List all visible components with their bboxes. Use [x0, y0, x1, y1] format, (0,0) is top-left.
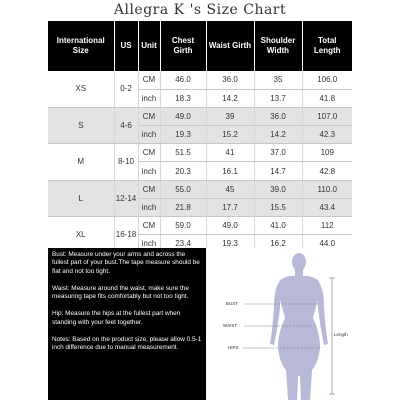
- table-row: [48, 180, 352, 198]
- figure-body: [278, 276, 320, 400]
- value-cell: 41.0: [254, 217, 302, 235]
- value-cell: 36.0: [254, 107, 302, 125]
- figure-head: [292, 253, 306, 271]
- unit-cell: CM: [138, 144, 160, 162]
- hip-note: Hip: Measure the hips at the fullest part when standing with your feet together.: [52, 310, 181, 326]
- header-international-size: International Size: [48, 21, 114, 71]
- table-row: [48, 107, 352, 125]
- body-measurement-figure: [206, 248, 352, 400]
- value-cell: 16.1: [206, 162, 254, 180]
- table-header-row: [48, 21, 352, 71]
- value-cell: 109: [302, 144, 352, 162]
- unit-cell: CM: [138, 71, 160, 89]
- waist-note: Waist: Measure around the waist, make sure the measuring tape fits comfortably but not too tight.: [52, 284, 189, 301]
- size-cell: XL: [48, 217, 114, 253]
- value-cell: 51.5: [160, 144, 206, 162]
- size-cell: S: [48, 107, 114, 143]
- header-chest-girth: Chest Girth: [160, 21, 206, 71]
- value-cell: 44.0: [302, 235, 352, 253]
- header-shoulder-width: Shoulder Width: [254, 21, 302, 71]
- value-cell: 106.0: [302, 71, 352, 89]
- figure-neck: [295, 269, 303, 276]
- header-waist-girth: Waist Girth: [206, 21, 254, 71]
- page-title: Allegra K 's Size Chart: [113, 2, 287, 18]
- header-total-length: Total Length: [302, 21, 352, 71]
- unit-cell: inch: [138, 89, 160, 107]
- value-cell: 17.7: [206, 198, 254, 216]
- value-cell: 39: [206, 107, 254, 125]
- value-cell: 18.3: [160, 89, 206, 107]
- value-cell: 13.7: [254, 89, 302, 107]
- value-cell: 42.8: [302, 162, 352, 180]
- value-cell: 59.0: [160, 217, 206, 235]
- value-cell: 14.2: [254, 126, 302, 144]
- value-cell: 15.2: [206, 126, 254, 144]
- table-row: [48, 217, 352, 235]
- unit-cell: CM: [138, 180, 160, 198]
- value-cell: 14.7: [254, 162, 302, 180]
- value-cell: 23.4: [160, 235, 206, 253]
- bust-note: Bust: Measure under your arms and across the fullest part of your bust.The tape measure should be flat and not too tight.: [52, 251, 200, 275]
- figure-left-arm: [270, 281, 280, 345]
- header-us: US: [114, 21, 138, 71]
- value-cell: 41.8: [302, 89, 352, 107]
- value-cell: 41: [206, 144, 254, 162]
- us-size-cell: 12-14: [114, 180, 138, 216]
- us-size-cell: 16-18: [114, 217, 138, 253]
- value-cell: 45: [206, 180, 254, 198]
- value-cell: 43.4: [302, 198, 352, 216]
- length-label: Length: [334, 332, 348, 337]
- value-cell: 112: [302, 217, 352, 235]
- bust-label: BUST: [226, 301, 239, 306]
- figure-right-arm: [318, 281, 328, 345]
- general-note: Notes: Based on the product size, please allow 0.5-1 inch difference due to manual measurement.: [52, 336, 202, 352]
- unit-cell: inch: [138, 198, 160, 216]
- value-cell: 36.0: [206, 71, 254, 89]
- measurement-notes: [48, 248, 206, 400]
- unit-cell: CM: [138, 217, 160, 235]
- unit-cell: inch: [138, 235, 160, 253]
- table-row: [48, 144, 352, 162]
- value-cell: 55.0: [160, 180, 206, 198]
- value-cell: 46.0: [160, 71, 206, 89]
- value-cell: 37.0: [254, 144, 302, 162]
- value-cell: 35: [254, 71, 302, 89]
- table-row: [48, 71, 352, 89]
- size-cell: L: [48, 180, 114, 216]
- value-cell: 49.0: [206, 217, 254, 235]
- us-size-cell: 4-6: [114, 107, 138, 143]
- value-cell: 21.8: [160, 198, 206, 216]
- size-chart-table: [48, 21, 352, 253]
- value-cell: 110.0: [302, 180, 352, 198]
- value-cell: 19.3: [160, 126, 206, 144]
- value-cell: 14.2: [206, 89, 254, 107]
- value-cell: 107.0: [302, 107, 352, 125]
- unit-cell: inch: [138, 162, 160, 180]
- size-cell: XS: [48, 71, 114, 107]
- unit-cell: CM: [138, 107, 160, 125]
- value-cell: 49.0: [160, 107, 206, 125]
- header-unit: Unit: [138, 21, 160, 71]
- unit-cell: inch: [138, 126, 160, 144]
- value-cell: 42.3: [302, 126, 352, 144]
- hips-label: HIPS: [228, 345, 239, 350]
- us-size-cell: 8-10: [114, 144, 138, 180]
- us-size-cell: 0-2: [114, 71, 138, 107]
- value-cell: 16.2: [254, 235, 302, 253]
- value-cell: 20.3: [160, 162, 206, 180]
- waist-label: WAIST: [223, 323, 238, 328]
- size-cell: M: [48, 144, 114, 180]
- value-cell: 39.0: [254, 180, 302, 198]
- value-cell: 15.5: [254, 198, 302, 216]
- value-cell: 19.3: [206, 235, 254, 253]
